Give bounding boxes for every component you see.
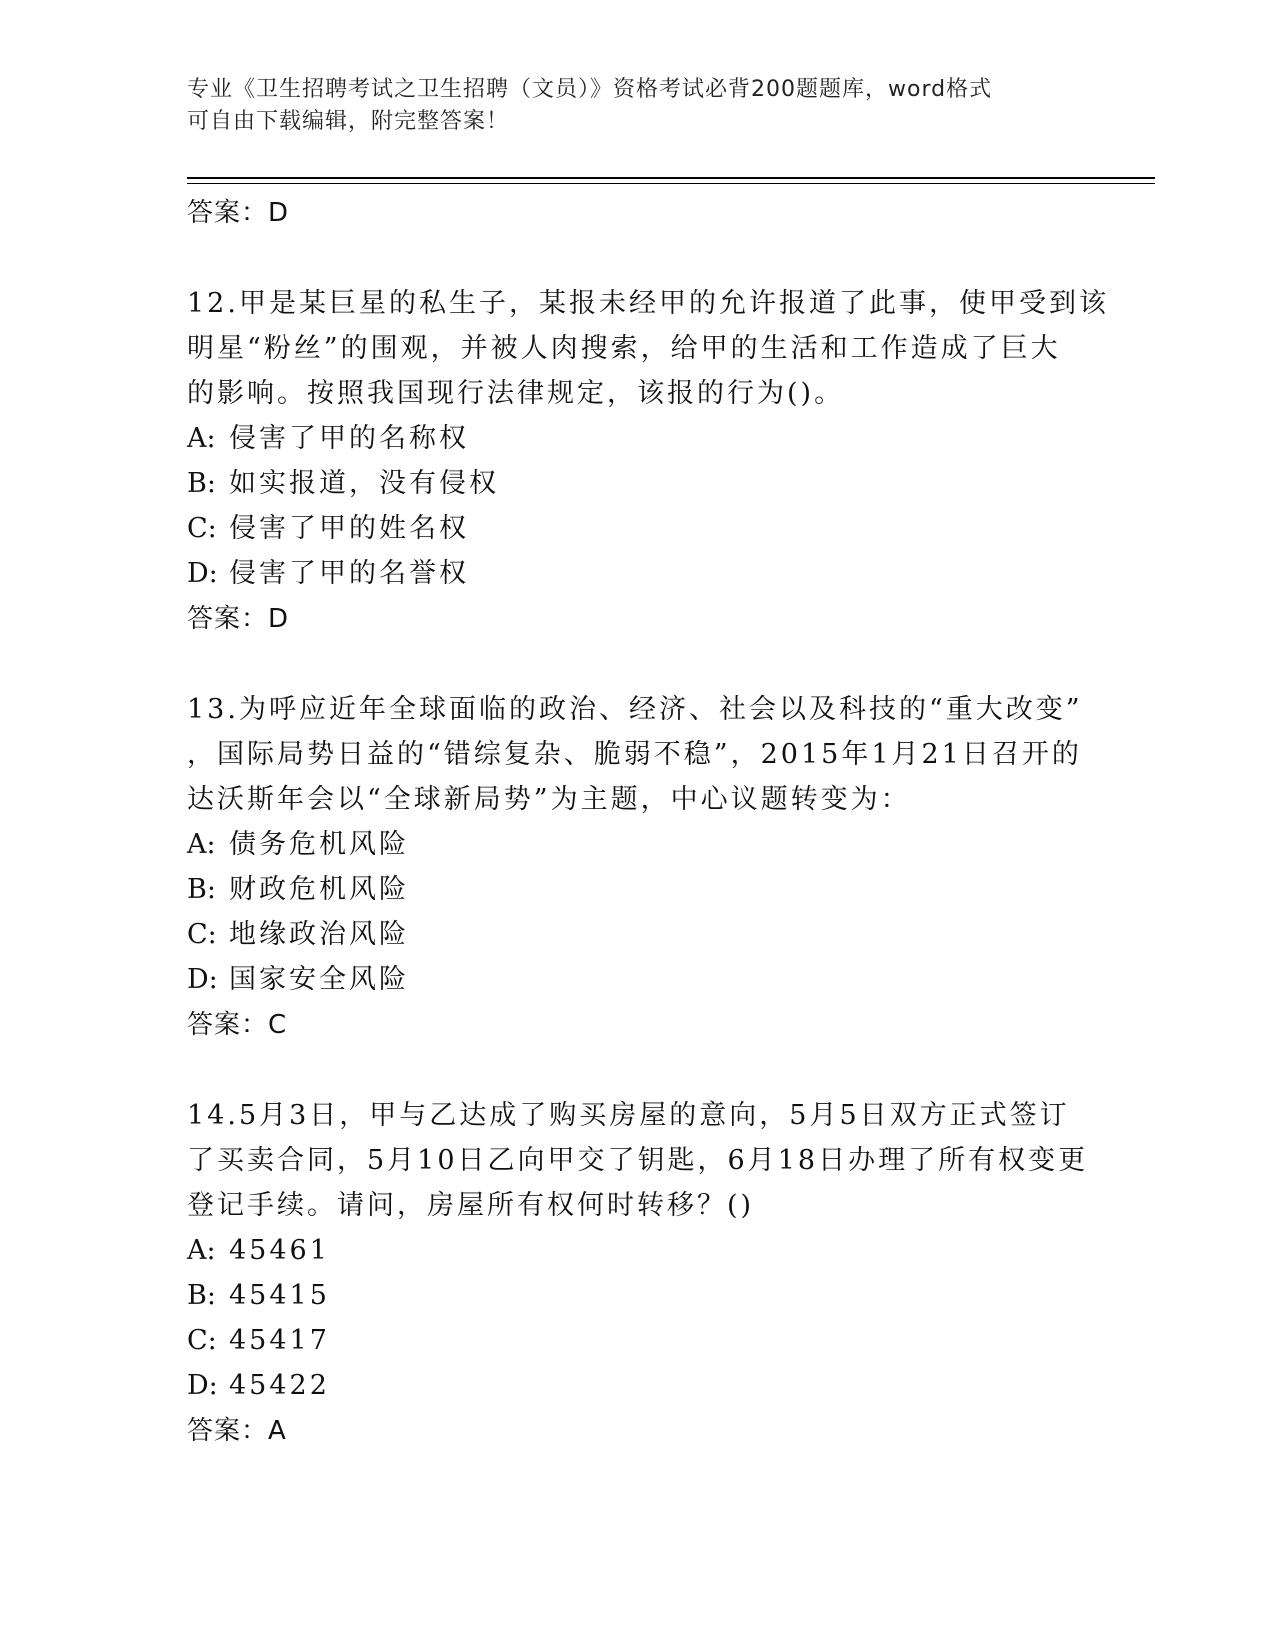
question-stem (187, 281, 1109, 416)
option-text: 45461 (229, 1235, 330, 1266)
document-header (187, 74, 1067, 138)
spacer (187, 1048, 1087, 1093)
option-a (187, 1228, 1087, 1273)
option-b (187, 867, 1087, 912)
option-c (187, 506, 1087, 551)
header-line-2: 可自由下载编辑，附完整答案！ (187, 109, 510, 134)
answer-value: C (268, 1010, 288, 1040)
stem-line: 12.甲是某巨星的私生子，某报未经甲的允许报道了此事，使甲受到该 (187, 288, 1109, 319)
header-line-1: 专业《卫生招聘考试之卫生招聘（文员）》资格考试必背200题题库，word格式 (187, 77, 993, 102)
spacer (187, 642, 1087, 687)
option-key: A: (187, 1235, 216, 1266)
option-key: A: (187, 423, 216, 454)
option-c (187, 1318, 1087, 1363)
option-key: C: (187, 513, 217, 544)
stem-line: ，国际局势日益的“错综复杂、脆弱不稳”，2015年1月21日召开的 (187, 739, 1082, 770)
option-text: 45422 (229, 1370, 330, 1401)
answer-label: 答案： (187, 1010, 269, 1040)
option-text: 债务危机风险 (229, 829, 409, 860)
answer-value: A (268, 1416, 287, 1446)
option-d (187, 551, 1087, 596)
option-b (187, 461, 1087, 506)
spacer (187, 236, 1087, 281)
answer-label: 答案： (187, 604, 269, 634)
question-block (187, 281, 1109, 642)
stem-line: 达沃斯年会以“全球新局势”为主题，中心议题转变为： (187, 784, 911, 815)
option-key: A: (187, 829, 216, 860)
option-key: C: (187, 1325, 217, 1356)
question-block (187, 1093, 1087, 1454)
answer-label: 答案： (187, 1416, 269, 1446)
option-key: D: (187, 558, 218, 589)
option-key: D: (187, 1370, 218, 1401)
option-key: B: (187, 1280, 216, 1311)
option-text: 财政危机风险 (229, 874, 409, 905)
option-text: 国家安全风险 (229, 964, 409, 995)
option-text: 侵害了甲的名誉权 (229, 558, 469, 589)
stem-line: 14.5月3日，甲与乙达成了购买房屋的意向，5月5日双方正式签订 (187, 1100, 1070, 1131)
stem-line: 明星“粉丝”的围观，并被人肉搜索，给甲的生活和工作造成了巨大 (187, 333, 1061, 364)
document-body (187, 190, 1109, 1454)
option-text: 如实报道，没有侵权 (229, 468, 499, 499)
answer-line (187, 1002, 1087, 1048)
stem-line: 登记手续。请问，房屋所有权何时转移？() (187, 1190, 755, 1221)
option-d (187, 957, 1087, 1002)
answer-line (187, 596, 1087, 642)
question-stem (187, 1093, 1087, 1228)
option-key: B: (187, 468, 216, 499)
stem-line: 的影响。按照我国现行法律规定，该报的行为()。 (187, 378, 845, 409)
option-text: 45417 (229, 1325, 330, 1356)
option-key: D: (187, 964, 218, 995)
answer-label: 答案： (187, 198, 269, 228)
question-stem (187, 687, 1087, 822)
answer-value: D (268, 604, 290, 634)
header-rule-thick (187, 177, 1155, 179)
option-text: 45415 (229, 1280, 330, 1311)
option-key: B: (187, 874, 216, 905)
option-key: C: (187, 919, 217, 950)
option-text: 侵害了甲的名称权 (229, 423, 469, 454)
stem-line: 了买卖合同，5月10日乙向甲交了钥匙，6月18日办理了所有权变更 (187, 1145, 1089, 1176)
answer-line (187, 190, 1087, 236)
question-block (187, 687, 1087, 1048)
option-c (187, 912, 1087, 957)
header-rule-thin (187, 183, 1155, 184)
option-b (187, 1273, 1087, 1318)
answer-value: D (268, 198, 290, 228)
option-d (187, 1363, 1087, 1408)
answer-line (187, 1408, 1087, 1454)
stem-line: 13.为呼应近年全球面临的政治、经济、社会以及科技的“重大改变” (187, 694, 1083, 725)
option-text: 地缘政治风险 (229, 919, 409, 950)
option-a (187, 822, 1087, 867)
option-a (187, 416, 1087, 461)
option-text: 侵害了甲的姓名权 (229, 513, 469, 544)
